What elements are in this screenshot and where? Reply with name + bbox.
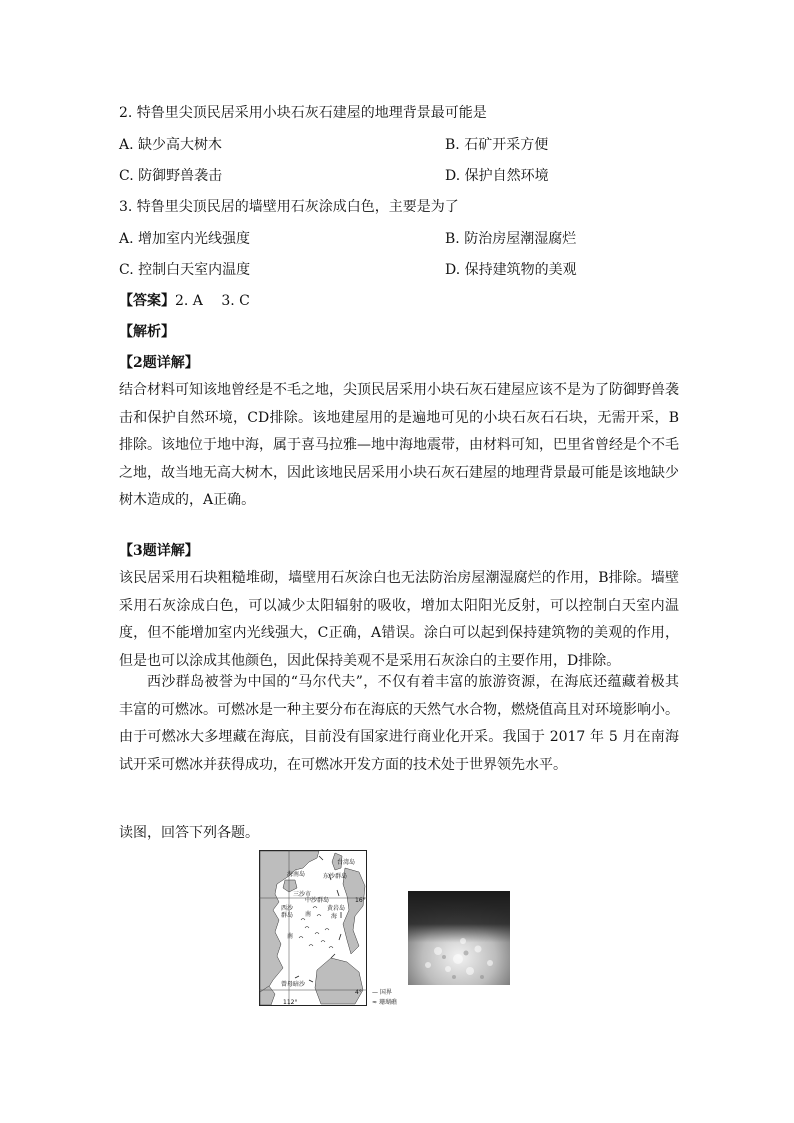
q3-option-a: A. 增加室内光线强度 (119, 231, 251, 247)
answer-text: 2. A 3. C (175, 293, 250, 309)
label-huangyan: 黄岩岛 (327, 905, 346, 912)
q2-detail-text: 结合材料可知该地曾经是不毛之地，尖顶民居采用小块石灰石建屋应该不是为了防御野兽袭击和保护自然环境，CD排除。该地建屋用的是遍地可见的小块石灰石石块，无需开采，B排除。该地位于地中海，属于喜马拉雅—地中海地震带，由材料可知，巴里省曾经是个不毛之地，故当地无高大树木，因此该地民居采用小块石灰石建屋的地理背景最可能是该地缺少树木造成的，A正确。 (119, 382, 679, 508)
coral-reef-icon: ≈ (372, 999, 378, 1006)
legend-reef: ≈ 珊瑚礁 (372, 999, 397, 1006)
combustible-ice-photo (408, 891, 510, 985)
label-lat-4: 4° (355, 989, 362, 996)
label-zengmu: 曾母暗沙 (281, 981, 306, 988)
q3-option-b: B. 防治房屋潮湿腐烂 (445, 231, 577, 247)
question-2-stem: 2. 特鲁里尖顶民居采用小块石灰石建屋的地理背景最可能是 (119, 105, 487, 121)
label-lat-16: 16° (355, 897, 366, 904)
q3-detail-label: 【3题详解】 (119, 543, 199, 559)
answer-line (119, 291, 250, 311)
label-taiwan: 台湾岛 (337, 859, 356, 866)
passage-text: 西沙群岛被誉为中国的“马尔代夫”，不仅有着丰富的旅游资源，在海底还蕴藏着极其丰富的可燃冰。可燃冰是一种主要分布在海底的天然气水合物，燃烧值高且对环境影响小。由于可燃冰大多埋藏在海底，目前没有国家进行商业化开采。我国于 2017 年 5 月在南海试开采可燃冰并获得成功，在可燃冰开发方面的技术处于世界领先水平。 (119, 674, 679, 773)
analysis-label: 【解析】 (119, 324, 175, 340)
q3-option-d: D. 保持建筑物的美观 (445, 262, 577, 278)
q3-option-c: C. 控制白天室内温度 (119, 262, 251, 278)
border-line-icon: — (372, 989, 378, 996)
label-dongsha: 东沙群岛 (323, 873, 348, 880)
label-sansha: 三沙市 (293, 891, 312, 898)
legend-border: — 国界 (372, 989, 392, 996)
q3-detail-text: 该民居采用石块粗糙堆砌，墙壁用石灰涂白也无法防治房屋潮湿腐烂的作用，B排除。墙壁采用石灰涂成白色，可以减少太阳辐射的吸收，增加太阳阳光反射，可以控制白天室内温度，但不能增加室内光线强大，C正确，A错误。涂白可以起到保持建筑物的美观的作用，但是也可以涂成其他颜色，因此保持美观不是采用石灰涂白的主要作用，D排除。 (119, 570, 679, 669)
q2-detail-label: 【2题详解】 (119, 355, 199, 371)
label-hai: 海 (331, 913, 338, 920)
label-nan-1: 南 (305, 911, 312, 918)
label-xisha-1: 西沙 (281, 905, 294, 912)
label-hainan: 海南岛 (287, 871, 306, 878)
answer-label: 【答案】 (119, 293, 175, 309)
label-zhongsha: 中沙群岛 (305, 897, 330, 904)
south-china-sea-map (259, 850, 367, 1006)
q2-option-d: D. 保护自然环境 (445, 168, 549, 184)
label-nan-2: 南 (287, 933, 294, 940)
q2-option-a: A. 缺少高大树木 (119, 137, 223, 153)
q2-option-b: B. 石矿开采方便 (445, 137, 549, 153)
label-xisha-2: 群岛 (281, 912, 294, 919)
question-3-stem: 3. 特鲁里尖顶民居的墙壁用石灰涂成白色，主要是为了 (119, 199, 459, 215)
q2-option-c: C. 防御野兽袭击 (119, 168, 223, 184)
instruction-text: 读图，回答下列各题。 (119, 825, 259, 841)
label-lon-112: 112° (283, 999, 298, 1006)
